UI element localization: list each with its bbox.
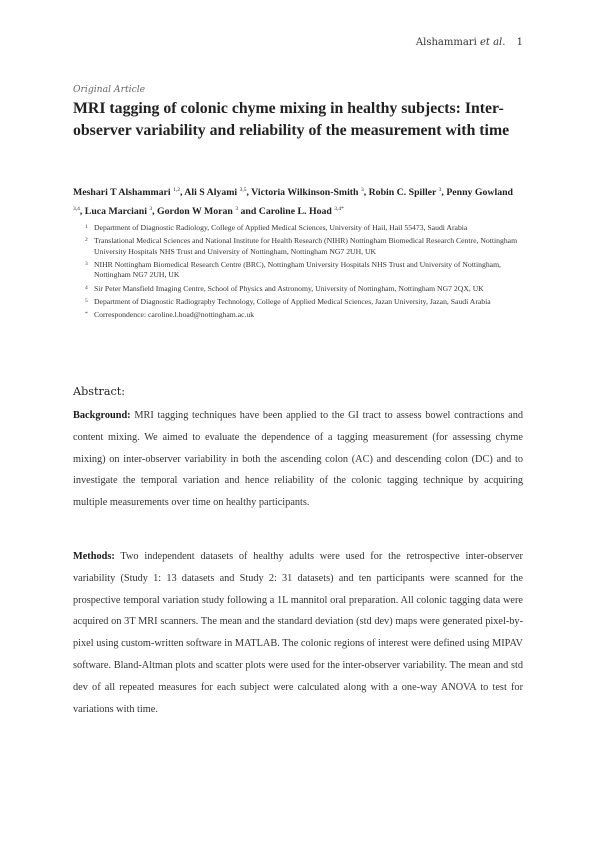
affiliation-text: Department of Diagnostic Radiology, College of Applied Medical Sciences, University of Hail, Hail 55473, Saudi Arabia bbox=[94, 223, 468, 232]
affiliation-text: Translational Medical Sciences and National Institute for Health Research (NIHR) Nottingham Biomedical Research Centre, Nottingham University Hospitals NHS Trust and University of Nottingham, Nottingham NG7 2UH, UK bbox=[94, 236, 518, 256]
author-affil-marker: 3,4 bbox=[73, 206, 80, 212]
methods-text: Two independent datasets of healthy adults were used for the retrospective inter-observer variability (Study 1: 13 datasets and Study 2: 31 datasets) and ten participants were scanned for the prospective temporal variation study following a 1L mannitol oral preparation. All colonic tagging data were acquired on 3T MRI scanners. The mean and the standard deviation (std dev) maps were generated pixel-by-pixel using custom-written software in MATLAB. The colonic regions of interest were defined using MIPAV software. Bland-Altman plots and scatter plots were used for the inter-observer variability. The mean and std dev of all repeated measures for each subject were calculated along with a one-way ANOVA to test for variations with time. bbox=[73, 551, 523, 715]
affiliation-marker: 5 bbox=[85, 297, 88, 304]
author bbox=[251, 187, 368, 198]
affiliation-marker: 3 bbox=[85, 260, 88, 267]
affiliation-item bbox=[85, 236, 525, 256]
correspondence-email[interactable]: Correspondence: caroline.l.hoad@nottingham.ac.uk bbox=[94, 310, 255, 320]
affiliation-marker: 4 bbox=[85, 284, 88, 291]
correspondence bbox=[85, 310, 525, 320]
author-name: Victoria Wilkinson-Smith bbox=[251, 187, 361, 198]
author-affil-marker: 3 bbox=[438, 187, 442, 193]
affiliation-item bbox=[85, 284, 525, 294]
affiliation-text: Sir Peter Mansfield Imaging Centre, School of Physics and Astronomy, University of Nottingham, Nottingham NG7 2QX, UK bbox=[94, 283, 484, 293]
affiliation-marker: 2 bbox=[85, 237, 88, 244]
author-name: Luca Marciani bbox=[84, 206, 150, 217]
author-list bbox=[73, 182, 523, 220]
author-name: Meshari T Alshammari bbox=[73, 187, 174, 198]
author-separator: and bbox=[238, 206, 259, 217]
author-affil-marker: 1,2 bbox=[173, 187, 180, 193]
author-separator: , bbox=[179, 187, 185, 198]
abstract-heading: Abstract: bbox=[73, 385, 126, 398]
article-type: Original Article bbox=[73, 84, 146, 95]
methods-label: Methods: bbox=[73, 551, 115, 562]
affiliation-marker: * bbox=[85, 311, 88, 318]
author-affil-marker: 3 bbox=[235, 206, 239, 212]
background-text: MRI tagging techniques have been applied to the GI tract to assess bowel contractions and content mixing. We aimed to evaluate the dependence of a tagging measurement (for assessing chyme mixing) on inter-observer variability in both the ascending colon (AC) and descending colon (DC) and to investigate the temporal variation and hence reliability of the colonic tagging technique by acquiring multiple measurements over time on healthy participants. bbox=[73, 410, 523, 509]
running-head-author: Alshammari bbox=[415, 37, 477, 48]
author-separator: , bbox=[441, 187, 447, 198]
author-name: Caroline L. Hoad bbox=[258, 206, 335, 217]
background-label: Background: bbox=[73, 410, 131, 421]
author-affil-marker: 3 bbox=[360, 187, 364, 193]
author-name: Gordon W Moran bbox=[157, 206, 236, 217]
abstract-background bbox=[73, 405, 523, 514]
author-name: Robin C. Spiller bbox=[368, 187, 439, 198]
affiliation-item bbox=[85, 297, 525, 307]
paper-title: MRI tagging of colonic chyme mixing in healthy subjects: Inter-observer variability and reliability of the measurement with time bbox=[73, 100, 510, 139]
author-separator: , bbox=[363, 187, 369, 198]
running-head bbox=[416, 37, 523, 48]
author bbox=[85, 206, 157, 217]
affiliation-item bbox=[85, 223, 525, 233]
author-separator: , bbox=[246, 187, 252, 198]
author bbox=[73, 187, 184, 198]
author bbox=[369, 187, 447, 198]
author-affil-marker: 3,4* bbox=[334, 206, 344, 212]
author-affil-marker: 3 bbox=[149, 206, 153, 212]
affiliation-text: Department of Diagnostic Radiography Technology, College of Applied Medical Sciences, Jazan University, Jazan, Saudi Arabia bbox=[94, 296, 491, 306]
author-affil-marker: 3,5 bbox=[239, 187, 247, 193]
author bbox=[184, 187, 251, 198]
page-number: 1 bbox=[516, 37, 523, 48]
author-separator: , bbox=[79, 206, 85, 217]
author bbox=[157, 206, 259, 217]
affiliation-item bbox=[85, 260, 525, 280]
abstract-methods bbox=[73, 546, 523, 720]
affiliation-list bbox=[85, 223, 525, 324]
author bbox=[259, 206, 344, 217]
author-name: Penny Gowland bbox=[446, 187, 514, 198]
author-separator: , bbox=[152, 206, 158, 217]
running-head-etal: et al. bbox=[479, 37, 506, 48]
author-name: Ali S Alyami bbox=[184, 187, 240, 198]
affiliation-marker: 1 bbox=[85, 224, 88, 230]
affiliation-text: NIHR Nottingham Biomedical Research Centre (BRC), Nottingham University Hospitals NHS Trust and University of Nottingham, Nottingham NG7 2UH, UK bbox=[94, 259, 501, 280]
